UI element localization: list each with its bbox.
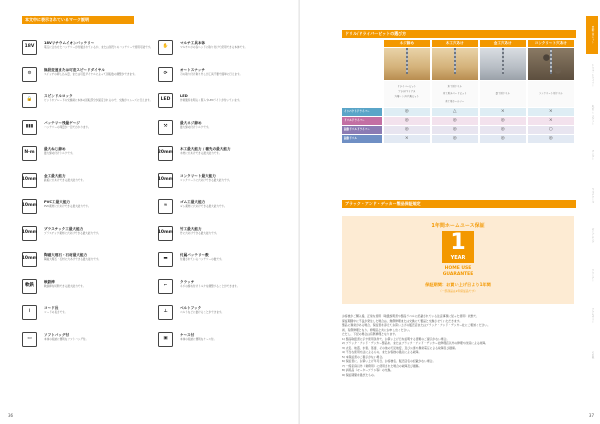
mark-title: オートスナッチ [180,67,205,72]
mark-item [22,146,138,173]
mark-title: コンクリート最大能力 [180,173,216,178]
mark-title: 付属バッテリー数 [180,253,209,257]
mark-item [158,332,274,359]
mark-icon: ▮▮▮ [22,120,37,135]
mark-icon: ⊥ [158,305,173,320]
tool-row [342,117,574,125]
warranty-text-line: 5) 本保証書のご提示がない場合。 [342,354,385,359]
mark-icon: 10mm [22,199,37,214]
side-index-tab[interactable]: マルチツール [591,187,594,203]
mark-icon: 🔒 [22,93,37,108]
mark-icon: ⚒ [158,120,173,135]
mark-title: 陶磁大理石・石材最大能力 [44,253,88,257]
warranty-text-line: 7) 一般家庭以外（業務用）に使用された場合の故障及び損傷。 [342,363,422,368]
screw-bit-label: プラス/マイナス [398,90,416,93]
mark-title: 軟鉄棒 [44,279,55,284]
mark-icon: LED [158,93,173,108]
side-index-tab[interactable]: アクセサリー [591,307,594,323]
warranty-text-line: 保証期間中に不良が発生した場合は、無償修理または交換にて製品と交換させていただきます。 [342,318,463,323]
mark-description: ビットやブレードの交換時に本体の回転部分が固定されるので、交換がスムーズに行えます。 [44,99,153,102]
mark-icon: 10mm [158,173,173,188]
suitability-mark: × [528,117,575,125]
mark-title: 18Vリチウムイオンバッテリー [44,41,95,45]
mark-item [158,67,274,94]
marks-column-right [158,40,274,358]
mark-item [22,226,138,253]
side-index-tab[interactable]: ガーデニング [591,227,594,243]
mark-item [22,40,153,67]
suitability-mark: ◎ [480,126,527,134]
tool-row [342,135,574,143]
mark-icon: 18V [22,40,37,55]
mark-description: プラスチック素材に穴あけできる最大能力です。 [44,231,101,235]
warranty-text [342,314,576,377]
wood-bit-image [432,48,479,80]
bit-section-title: ドリル/ドライバービットの選び方 [342,30,576,38]
mark-title: バッテリー残量ゲージ [44,120,80,125]
header-metal: 金工穴あけ [480,40,527,47]
warranty-text-line: 8) 消耗品（モーターブラシ等）の交換。 [342,368,394,372]
header-wood: 木工穴あけ [432,40,479,47]
mark-item [22,305,138,332]
mark-icon: ⟳ [158,67,173,82]
suitability-mark: ◎ [480,117,527,125]
mark-description: ベルトなどに掛けることができます。 [180,311,224,314]
mark-title: ソフトバッグ付 [44,332,70,337]
header-concrete: コンクリート穴あけ [528,40,575,47]
side-index-tab[interactable]: 電動工具セット [586,16,598,54]
mark-item [22,332,138,359]
suitability-mark: ○ [528,126,575,134]
mark-item [158,252,274,279]
tool-name: ドリルドライバー [342,117,382,125]
mark-title: 竹工最大能力 [180,226,202,231]
mark-title: コード長 [44,306,59,310]
mark-description: マルチエボの各ヘッドに取り付けて使用できる本体です。 [180,46,248,49]
suitability-mark: ◎ [432,117,479,125]
bit-label-row [342,81,574,107]
metal-bit-image [480,48,527,80]
warranty-text-line: 2) ブラック・アンド・デッカー製品を、またはブラック・アンド・デッカー社修理店以外の修理や改造による故障。 [342,341,488,345]
suitability-mark: ◎ [432,126,479,134]
badge-number: 1 [450,230,466,255]
header-screw: ネジ締め [384,40,431,47]
mark-description: スイッチの押し込み量、または可変ダイヤルによって回転数の調整ができます。 [44,72,137,76]
mark-icon: 10mm [22,173,37,188]
mark-title: ゴム工最大能力 [180,200,206,204]
side-index-tab[interactable]: サンダー [591,150,594,160]
mark-title: クラッチ [180,279,195,284]
mark-item [158,173,274,200]
mark-description: 最大締め付けトルクです。 [44,152,75,155]
suitability-mark: △ [432,108,479,116]
mark-description: バッテリーの残量が一目でわかります。 [44,125,91,129]
warranty-text-line: 製品に異常がある場合、保証書を添えてお買い上げの販売店またはブラック・アンド・デッカー社にご相談ください。 [342,323,491,327]
mark-description: 本体の収納に便利なソフトバッグ付。 [44,337,89,341]
metal-bit-label: 鉄工用ドリル [495,92,510,95]
screw-bit-labels [384,81,431,107]
tool-row [342,126,574,134]
concrete-bit-image [528,48,575,80]
badge-year: YEAR [450,255,466,261]
suitability-mark: ◎ [480,135,527,143]
mark-description: 竹に穴あけできる最大能力です。 [180,231,219,235]
mark-icon: 10mm [22,252,37,267]
mark-icon: ▣ [158,332,173,347]
mark-icon: 10mm [22,226,37,241]
marks-column-left [21,40,153,358]
side-index-tabs [586,16,598,376]
side-index-tab[interactable]: ドリル・ドライバー [591,63,594,87]
mark-description: 作業箇所を明るく照らすLEDライトが付いています。 [180,99,242,102]
wood-bit-label: 木工用ドリル [447,85,462,88]
mark-title: 金工最大能力 [44,173,66,178]
mark-description: 本体の収納に便利なケース付。 [180,337,217,341]
mark-title: LED [180,94,188,98]
concrete-bit-label: コンクリート用ドリル [538,92,563,95]
mark-description: 軟鉄棒を切断できる最大能力です。 [44,284,86,288]
warranty-heading: 1年間ホームユース保証 [431,223,485,229]
mark-icon: ▭ [22,332,37,347]
mark-item [22,93,153,120]
mark-description: 最大締め付けトルクです。 [180,125,211,129]
metal-bit-labels [480,81,527,107]
tool-name: 振動ドリル [342,135,382,143]
mark-item [22,120,138,147]
mark-title: ベルトフック [180,306,202,310]
mark-item [22,67,138,94]
mark-icon: ▬ [158,252,173,267]
mark-title: PVC工最大能力 [44,200,71,204]
warranty-text-line: 4) 不当な使用方法によるもの、またお客様の過失による故障。 [342,350,422,354]
suitability-mark: ◎ [384,108,431,116]
mark-item [22,173,138,200]
mark-description: 刃の取り付け取り外しが工具不要で簡単に行えます。 [180,72,243,76]
mark-item [158,226,274,253]
mark-item [158,146,274,173]
warranty-box [342,216,574,304]
warranty-section-title: ブラック・アンド・デッカー製品保証規定 [342,200,576,208]
mark-icon: ✋ [158,40,173,55]
warranty-text-line: お客様がご購入後、正常な使用（取扱説明書や製品ラベルに記載されている注意事項に従った使用）状態で、 [342,314,479,318]
mark-title: スピンドルロック [44,94,73,98]
mark-icon: ⚙ [22,67,37,82]
mark-description: コンクリートに穴あけできる最大能力です。 [180,178,232,182]
tool-name: 振動ドリルドライバー [342,126,382,134]
mark-icon: 10mm [158,226,173,241]
warranty-text-line: 1) 製品取扱書に示す使用条件で、お買い上げ日を証明する書類のご提示がない場合。 [342,336,450,341]
warranty-text-line: 9) 保証期間を過ぎたもの。 [342,372,377,377]
warranty-en-line2: GUARANTEE [442,272,474,277]
side-index-tab[interactable]: クリーナー [591,268,594,282]
screw-bit-image [384,48,431,80]
mark-title: 最大ネジ締め [180,120,202,125]
mark-item [22,252,138,279]
mark-icon: 20mm [158,146,173,161]
mark-description: 木材に穴あけできる最大能力です。 [180,152,222,155]
mark-icon: ⌇ [22,305,37,320]
mark-title: 最大ねじ締め [44,147,66,151]
mark-description: ネジの締め付けトルクを調整することができます。 [180,284,240,288]
bit-image-row [342,48,574,80]
mark-description: PVC素材に穴あけできる最大能力です。 [44,205,91,208]
warranty-en-line1: HOME USE [444,266,472,271]
warranty-badge [442,231,474,263]
mark-icon: N·m [22,146,37,161]
bit-header-row [342,40,574,47]
mark-item [158,40,274,67]
mark-description: コードの長さです。 [44,311,68,314]
marks-section-title: 本文中に表示されているマーク説明 [22,16,134,24]
mark-item [158,199,274,226]
concrete-bit-labels [528,81,575,107]
mark-title: ケース付 [180,332,195,337]
wood-bit-label: 木工用スペードビット [442,92,467,95]
side-index-tab[interactable]: 丸のこ・ジグソー [591,105,594,125]
mark-item [158,93,274,120]
bit-selection-table [342,40,574,143]
page-number-right: 37 [588,413,594,418]
mark-item [22,199,138,226]
screw-bit-label: 六角レンチ/六角ビット [394,95,420,98]
warranty-text-line: 6) 保証書に、お買い上げ年月日、お客様名、販売店名の記載がない場合。 [342,359,436,363]
mark-title: 木工最大能力 / 穂先の最大能力 [180,147,231,151]
warranty-text-line: 3) 火災、地震、水害、落雷、その他の天災地変、及び公害や異常電圧による故障及び損傷。 [342,345,458,350]
screw-bit-label: ドライバービット [397,85,417,88]
mark-icon: 軟鉄 [22,279,37,294]
mark-title: プラスチック工最大能力 [44,226,84,231]
warranty-note: （一部商品は2年保証品です） [438,289,478,293]
suitability-mark: ◎ [384,126,431,134]
mark-description: 陶磁大理石・石材に穴あけできる最大能力です。 [44,258,101,261]
mark-item [158,279,274,306]
mark-item [22,279,138,306]
suitability-mark: ◎ [528,135,575,143]
mark-description: 鉄板に穴あけできる最大能力です。 [44,178,86,182]
mark-item [158,120,274,147]
mark-title: マルチ工具本体 [180,41,206,45]
suitability-mark: × [384,135,431,143]
warranty-text-line: 尚、有償修理となり、修理品と共にお申し出ください。 [342,327,412,332]
suitability-mark: × [528,108,575,116]
mark-icon: ≈ [158,199,173,214]
tool-rows [342,108,574,143]
mark-description: ゴム素材に穴あけできる最大能力です。 [180,205,227,208]
warranty-period: 保証期間：お買い上げ日より1年間 [425,282,491,287]
mark-description: 付属されているバッテリーの数です。 [180,258,224,261]
mark-item [158,305,274,332]
wood-bit-label: 木工用ホールソー [445,100,465,103]
suitability-mark: ◎ [384,117,431,125]
mark-description: 電圧に合わせたバッテリーが付属されているか、または別売りのバッテリーで使用可能です。 [44,46,153,49]
tool-name: インパクトドライバー [342,108,382,116]
page-number-left: 36 [8,413,14,418]
suitability-mark: × [480,108,527,116]
side-index-tab[interactable]: その他 [591,351,594,359]
mark-title: 無段変速または可変スピードダイヤル [44,67,105,72]
tool-row [342,108,574,116]
wood-bit-labels [432,81,479,107]
mark-icon: ⌐ [158,279,173,294]
suitability-mark: ◎ [432,135,479,143]
warranty-text-line: ただし、下記の場合は有償修理となります。 [342,332,398,336]
